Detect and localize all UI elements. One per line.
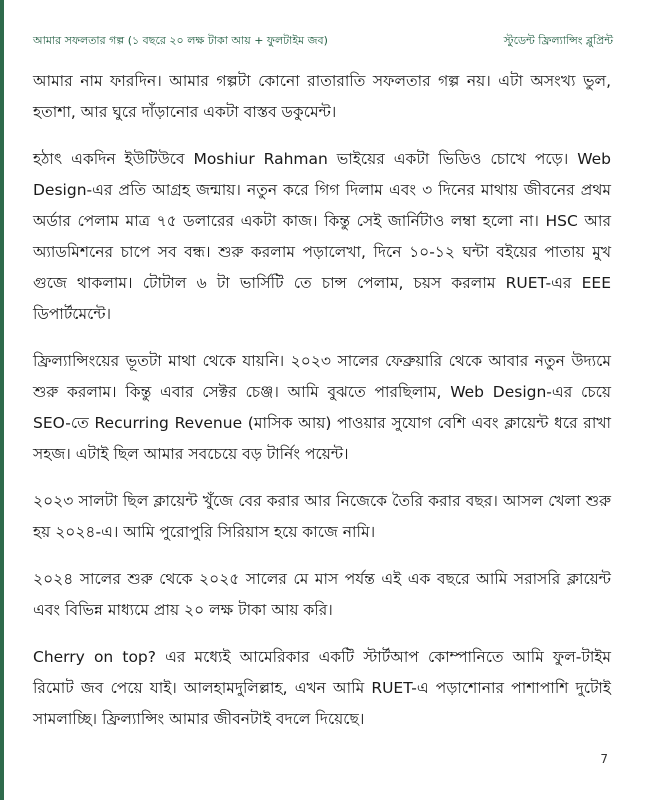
- paragraph-remote-job: Cherry on top? এর মধ্যেই আমেরিকার একটি স্টার্টআপ কোম্পানিতে আমি ফুল-টাইম রিমোট জব পেয়ে যাই। আলহামদুলিল্লাহ, এখন আমি RUET-এ পড়াশোনার পাশাপাশি দুটোই সামলাচ্ছি। ফ্রিল্যান্সিং আমার জীবনটাই বদলে দিয়েছে।: [33, 648, 611, 728]
- paragraph-earnings: ২০২৪ সালের শুরু থেকে ২০২৫ সালের মে মাস পর্যন্ত এই এক বছরে আমি সরাসরি ক্লায়েন্ট এবং বিভিন্ন মাধ্যমে প্রায় ২০ লক্ষ টাকা আয় করি।: [33, 570, 611, 619]
- paragraph-seo-switch: ফ্রিল্যান্সিংয়ের ভূতটা মাথা থেকে যায়নি। ২০২৩ সালের ফেব্রুয়ারি থেকে আবার নতুন উদ্যমে শুরু করলাম। কিন্তু এবার সেক্টর চেঞ্জ। আমি বুঝতে পারছিলাম, Web Design-এর চেয়ে SEO-তে Recurring Revenue (মাসিক আয়) পাওয়ার সুযোগ বেশি এবং ক্লায়েন্ট ধরে রাখা সহজ। এটাই ছিল আমার সবচেয়ে বড় টার্নিং পয়েন্ট।: [33, 352, 611, 463]
- page-header: [33, 30, 613, 52]
- paragraph-web-design-start: হঠাৎ একদিন ইউটিউবে Moshiur Rahman ভাইয়ের একটা ভিডিও চোখে পড়ে। Web Design-এর প্রতি আগ্রহ জন্মায়। নতুন করে গিগ দিলাম এবং ৩ দিনের মাথায় জীবনের প্রথম অর্ডার পেলাম মাত্র ৭৫ ডলারের একটা কাজ। কিন্তু সেই জার্নিটাও লম্বা হলো না। HSC আর অ্যাডমিশনের চাপে সব বন্ধ। শুরু করলাম পড়ালেখা, দিনে ১০-১২ ঘন্টা বইয়ের পাতায় মুখ গুজে থাকলাম। টোটাল ৬ টা ভার্সিটি তে চান্স পেলাম, চয়স করলাম RUET-এর EEE ডিপার্টমেন্টে।: [33, 150, 611, 323]
- left-accent-bar: [0, 0, 4, 800]
- header-right-title: স্টুডেন্ট ফ্রিল্যান্সিং ব্লুপ্রিন্ট: [503, 33, 613, 47]
- page-number: 7: [600, 752, 608, 766]
- paragraph-2023-2024: ২০২৩ সালটা ছিল ক্লায়েন্ট খুঁজে বের করার আর নিজেকে তৈরি করার বছর। আসল খেলা শুরু হয় ২০২৪-এ। আমি পুরোপুরি সিরিয়াস হয়ে কাজে নামি।: [33, 492, 611, 541]
- page-content: [33, 66, 611, 751]
- paragraph-intro: আমার নাম ফারদিন। আমার গল্পটা কোনো রাতারাতি সফলতার গল্প নয়। এটা অসংখ্য ভুল, হতাশা, আর ঘুরে দাঁড়ানোর একটা বাস্তব ডকুমেন্ট।: [33, 72, 611, 121]
- header-left-title: আমার সফলতার গল্প (১ বছরে ২০ লক্ষ টাকা আয় + ফুলটাইম জব): [33, 33, 328, 47]
